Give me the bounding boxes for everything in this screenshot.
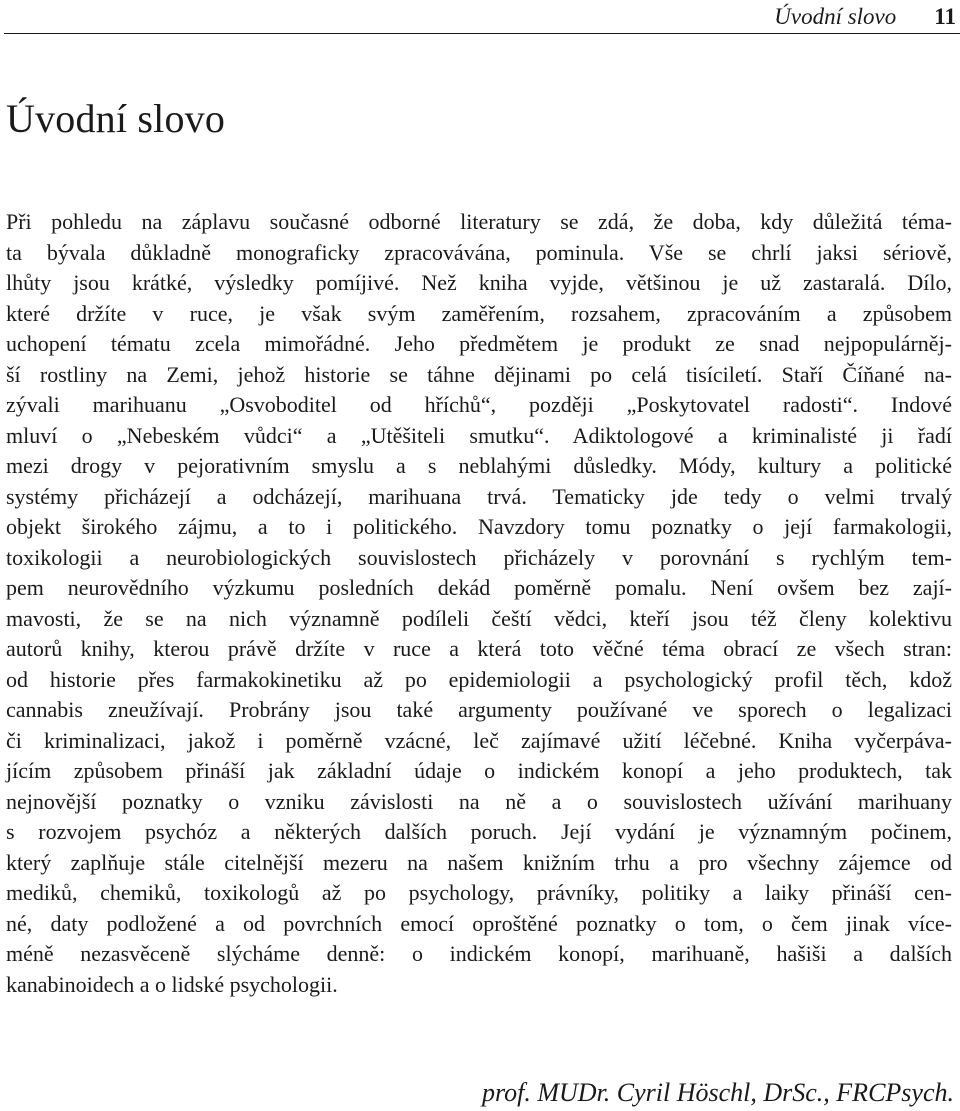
text-line: ta bývala důkladně monograficky zpracovávána, pominula. Vše se chrlí jaksi sériově, xyxy=(6,239,952,265)
header-rule xyxy=(4,33,960,34)
text-line: né, daty podložené a od povrchních emocí oproštěné poznatky o tom, o čem jinak více- xyxy=(6,910,952,936)
text-line: uchopení tématu zcela mimořádné. Jeho předmětem je produkt ze snad nejpopulárněj- xyxy=(6,331,952,356)
text-line: ší rostliny na Zemi, jehož historie se táhne dějinami po celá tisíciletí. Staří Číňané na- xyxy=(6,361,952,387)
text-line: který zaplňuje stále citelnější mezeru na našem knižním trhu a pro všechny zájemce od xyxy=(6,849,952,875)
text-line: kanabinoidech a o lidské psychologii. xyxy=(6,971,338,997)
text-line: mavosti, že se na nich významně podíleli čeští vědci, kteří jsou též členy kolektivu xyxy=(6,605,952,631)
text-line: od historie přes farmakokinetiku až po epidemiologii a psychologický profil těch, kdož xyxy=(6,666,952,692)
chapter-title: Úvodní slovo xyxy=(6,96,226,141)
text-line: mediků, chemiků, toxikologů až po psychology, právníky, politiky a laiky přináší cen- xyxy=(6,880,952,905)
text-line: cannabis zneužívají. Probrány jsou také argumenty používané ve sporech o legalizaci xyxy=(6,697,952,722)
text-line: toxikologii a neurobiologických souvislostech přicházely v porovnání s rychlým tem- xyxy=(6,544,952,570)
body-paragraph xyxy=(6,207,952,1000)
text-line: objekt širokého zájmu, a to i politického. Navzdory tomu poznatky o její farmakologii, xyxy=(6,514,952,539)
text-line: s rozvojem psychóz a některých dalších poruch. Její vydání je významným počinem, xyxy=(6,819,952,844)
text-line: autorů knihy, kterou právě držíte v ruce a která toto věčné téma obrací ze všech stran: xyxy=(6,636,952,661)
text-line: které držíte v ruce, je však svým zaměřením, rozsahem, zpracováním a způsobem xyxy=(6,300,952,326)
text-line: Při pohledu na záplavu současné odborné literatury se zdá, že doba, kdy důležitá téma- xyxy=(6,209,952,234)
running-header-title: Úvodní slovo xyxy=(774,4,897,29)
running-header xyxy=(4,2,956,32)
text-line: mezi drogy v pejorativním smyslu a s neblahými důsledky. Módy, kultury a politické xyxy=(6,453,952,478)
text-line: mluví o „Nebeském vůdci“ a „Utěšiteli smutku“. Adiktologové a kriminalisté ji řadí xyxy=(6,422,952,448)
text-line: méně nezasvěceně slýcháme denně: o indickém konopí, marihuaně, hašiši a dalších xyxy=(6,941,952,966)
author-signature: prof. MUDr. Cyril Höschl, DrSc., FRCPsych. xyxy=(481,1078,954,1107)
page-number: 11 xyxy=(934,4,956,29)
text-line: lhůty jsou krátké, výsledky pomíjivé. Než kniha vyjde, většinou je už zastaralá. Dílo, xyxy=(6,270,952,295)
text-line: zývali marihuanu „Osvoboditel od hříchů“, později „Poskytovatel radosti“. Indové xyxy=(6,392,952,417)
text-line: pem neurovědního výzkumu posledních dekád poměrně pomalu. Není ovšem bez zají- xyxy=(6,575,952,600)
text-line: systémy přicházejí a odcházejí, marihuana trvá. Tematicky jde tedy o velmi trvalý xyxy=(6,483,952,509)
text-line: jícím způsobem přináší jak základní údaje o indickém konopí a jeho produktech, tak xyxy=(6,758,952,783)
text-line: nejnovější poznatky o vzniku závislosti na ně a o souvislostech užívání marihuany xyxy=(6,788,952,814)
text-line: či kriminalizaci, jakož i poměrně vzácné, leč zajímavé užití léčebné. Kniha vyčerpáva- xyxy=(6,727,952,753)
